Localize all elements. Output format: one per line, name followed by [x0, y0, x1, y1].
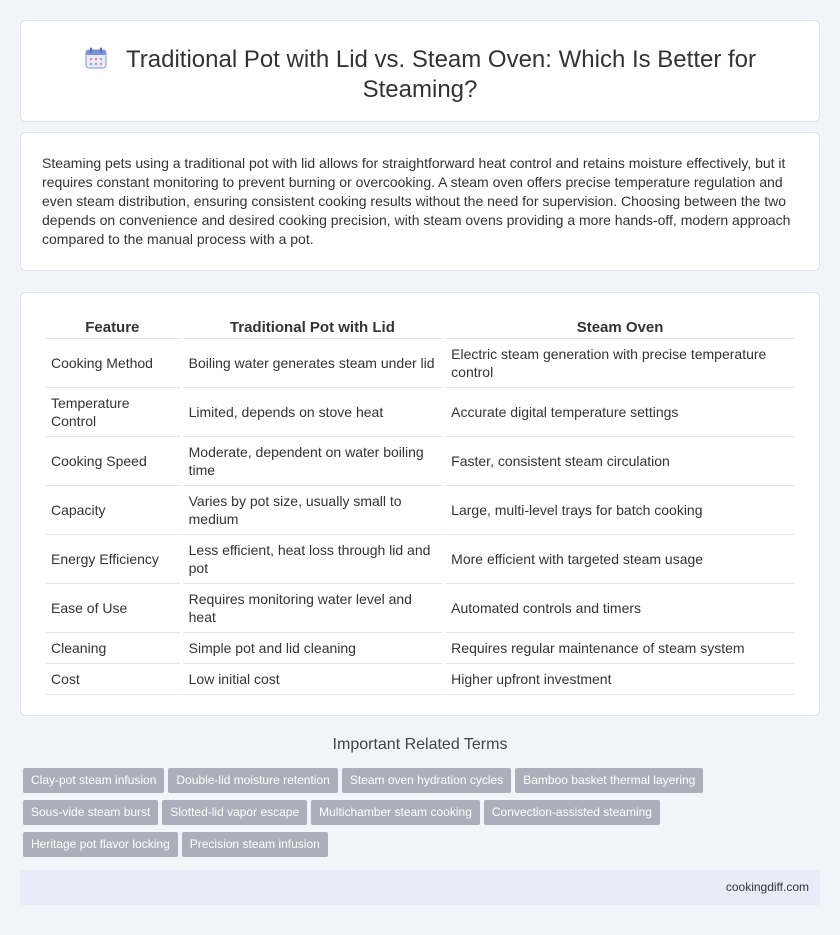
- tag-row: [23, 832, 823, 864]
- oven-cell: Automated controls and timers: [445, 584, 795, 633]
- related-terms-list: [23, 768, 823, 864]
- term-tag[interactable]: Sous-vide steam burst: [23, 800, 158, 825]
- oven-cell: More efficient with targeted steam usage: [445, 535, 795, 584]
- oven-cell: Accurate digital temperature settings: [445, 388, 795, 437]
- pot-cell: Varies by pot size, usually small to medium: [183, 486, 443, 535]
- oven-cell: Requires regular maintenance of steam system: [445, 633, 795, 664]
- header-steam-oven: Steam Oven: [445, 317, 795, 339]
- pot-cell: Low initial cost: [183, 664, 443, 695]
- feature-cell: Cleaning: [45, 633, 180, 664]
- pot-cell: Requires monitoring water level and heat: [183, 584, 443, 633]
- table-row: [45, 633, 795, 664]
- description-text: Steaming pets using a traditional pot with lid allows for straightforward heat control and retains moisture effectively, but it requires constant monitoring to prevent burning or overcooking. A steam oven offers precise temperature regulation and even steam distribution, ensuring consistent cooking results without the need for supervision. Choosing between the two depends on convenience and desired cooking precision, with steam ovens providing a more hands-off, modern approach compared to the manual process with a pot.: [42, 155, 791, 247]
- description-card: [20, 132, 820, 271]
- term-tag[interactable]: Convection-assisted steaming: [484, 800, 660, 825]
- page-title-wrap: [61, 45, 779, 105]
- table-row: [45, 339, 795, 388]
- feature-cell: Cost: [45, 664, 180, 695]
- table-row: [45, 664, 795, 695]
- feature-cell: Capacity: [45, 486, 180, 535]
- oven-cell: Higher upfront investment: [445, 664, 795, 695]
- oven-cell: Electric steam generation with precise temperature control: [445, 339, 795, 388]
- pot-cell: Moderate, dependent on water boiling time: [183, 437, 443, 486]
- table-header-row: [45, 317, 795, 339]
- header-traditional-pot: Traditional Pot with Lid: [183, 317, 443, 339]
- term-tag[interactable]: Bamboo basket thermal layering: [515, 768, 703, 793]
- feature-cell: Cooking Speed: [45, 437, 180, 486]
- term-tag[interactable]: Double-lid moisture retention: [168, 768, 337, 793]
- page-title: Traditional Pot with Lid vs. Steam Oven: Which Is Better for Steaming?: [125, 46, 757, 103]
- pot-cell: Boiling water generates steam under lid: [183, 339, 443, 388]
- term-tag[interactable]: Multichamber steam cooking: [311, 800, 480, 825]
- term-tag[interactable]: Heritage pot flavor locking: [23, 832, 178, 857]
- comparison-table: [42, 317, 798, 695]
- pot-cell: Simple pot and lid cleaning: [183, 633, 443, 664]
- table-row: [45, 388, 795, 437]
- table-row: [45, 486, 795, 535]
- title-card: [20, 20, 820, 122]
- footer: [20, 870, 820, 905]
- tag-row: [23, 800, 823, 832]
- term-tag[interactable]: Slotted-lid vapor escape: [162, 800, 307, 825]
- footer-site-link[interactable]: cookingdiff.com: [725, 880, 809, 894]
- pot-cell: Limited, depends on stove heat: [183, 388, 443, 437]
- table-row: [45, 584, 795, 633]
- pot-cell: Less efficient, heat loss through lid and pot: [183, 535, 443, 584]
- calendar-icon: [84, 46, 108, 70]
- header-feature: Feature: [45, 317, 180, 339]
- term-tag[interactable]: Clay-pot steam infusion: [23, 768, 164, 793]
- tag-row: [23, 768, 823, 800]
- related-terms-title: Important Related Terms: [332, 736, 508, 753]
- term-tag[interactable]: Precision steam infusion: [182, 832, 328, 857]
- oven-cell: Faster, consistent steam circulation: [445, 437, 795, 486]
- comparison-card: [20, 292, 820, 716]
- table-row: [45, 437, 795, 486]
- term-tag[interactable]: Steam oven hydration cycles: [342, 768, 511, 793]
- feature-cell: Energy Efficiency: [45, 535, 180, 584]
- feature-cell: Ease of Use: [45, 584, 180, 633]
- feature-cell: Cooking Method: [45, 339, 180, 388]
- oven-cell: Large, multi-level trays for batch cooking: [445, 486, 795, 535]
- feature-cell: Temperature Control: [45, 388, 180, 437]
- table-row: [45, 535, 795, 584]
